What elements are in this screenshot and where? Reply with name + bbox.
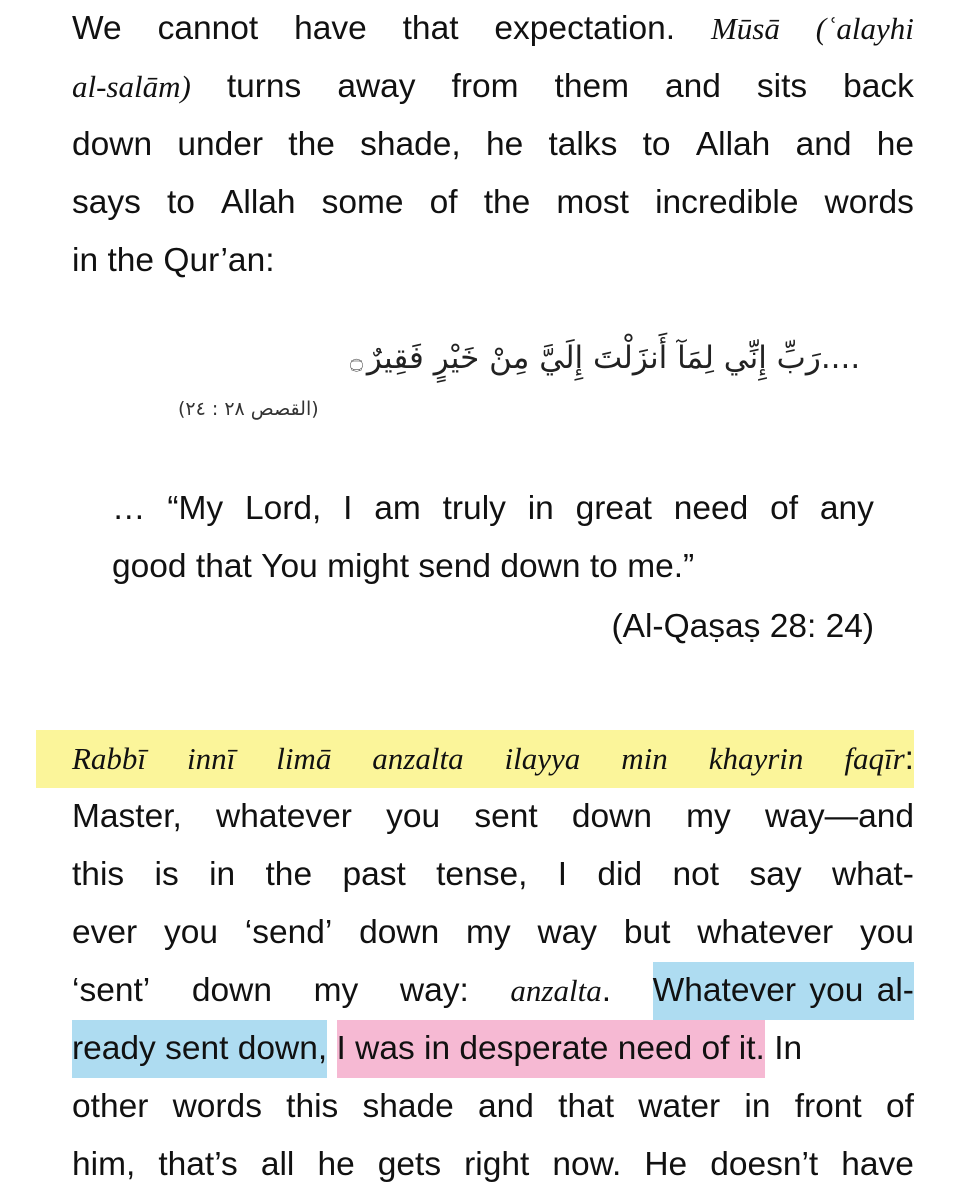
paragraph-2-line-7: other words this shade and that water in front of [72,1088,914,1125]
verse-citation: (Al-Qaṣaṣ 28: 24) [611,608,874,645]
paragraph-1-line-3: down under the shade, he talks to Allah and he [72,126,914,163]
translation-line-1: … “My Lord, I am truly in great need of any [112,490,874,527]
paragraph-2-line-5: ‘sent’ down my way: anzalta. Whatever you al- [72,962,914,1020]
paragraph-2-line-4: ever you ‘send’ down my way but whatever you [72,914,914,951]
paragraph-2-line-8: him, that’s all he gets right now. He doesn’t have [72,1146,914,1183]
paragraph-2-line-6: ready sent down, I was in desperate need of it. In [72,1020,914,1078]
arabic-verse: ....رَبِّ إِنِّي لِمَآ أَنزَلْتَ إِلَيَّ مِنْ خَيْرٍ فَقِيرٌ۝ [350,340,861,376]
translation-line-2: good that You might send down to me.” [112,548,695,585]
arabic-verse-reference: (القصص ٢٨ : ٢٤) [178,398,319,420]
highlight-blue: Whatever you al- [653,962,914,1020]
verse-end-icon: ۝ [350,349,363,374]
paragraph-2-line-3: this is in the past tense, I did not say what- [72,856,914,893]
paragraph-2-line-2: Master, whatever you sent down my way—and [72,798,914,835]
highlight-yellow: Rabbī innī limā anzalta ilayya min khayrin faqīr: [36,730,914,788]
paragraph-1-line-4: says to Allah some of the most incredible words [72,184,914,221]
paragraph-1-line-1: We cannot have that expectation. Mūsā (ʿalayhi [72,10,914,47]
paragraph-1-line-2: al-salām) turns away from them and sits back [72,68,914,105]
paragraph-1-line-5: in the Qur’an: [72,242,275,279]
highlight-pink: I was in desperate need of it. [337,1020,765,1078]
paragraph-2-line-1 [72,730,914,788]
highlight-blue: ready sent down, [72,1020,327,1078]
